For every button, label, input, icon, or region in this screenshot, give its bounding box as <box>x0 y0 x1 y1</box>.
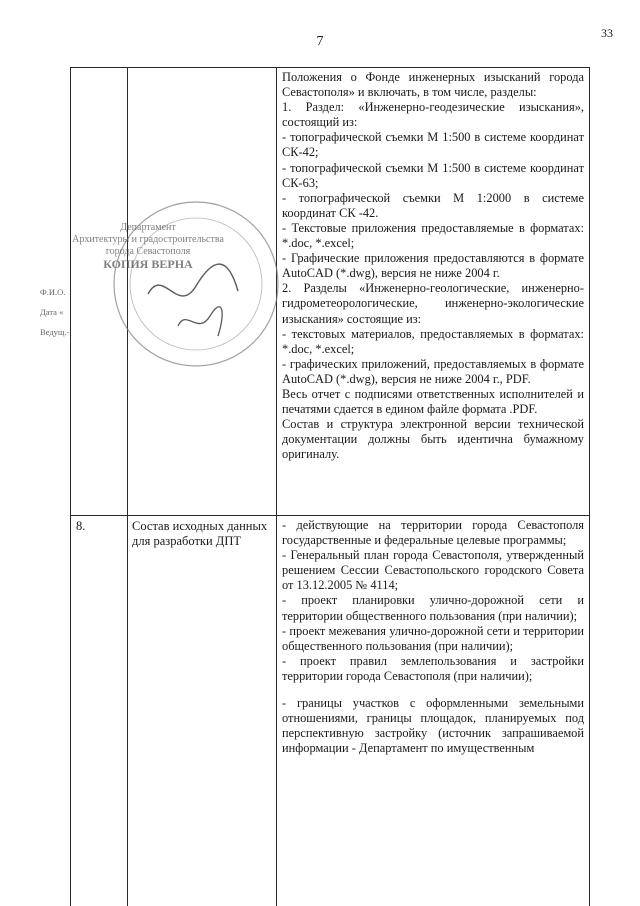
stamp-line: Департамент <box>120 222 176 233</box>
table-row <box>71 516 589 906</box>
paragraph: - проект межевания улично-дорожной сети и территории общественного пользования (при наличии); <box>282 623 584 653</box>
paragraph: 2. Разделы «Инженерно-геологические, инженерно-гидрометеорологические, инженерно-экологические изыскания» состоящие из: <box>282 281 584 326</box>
paragraph: - проект правил землепользования и застройки территории города Севастополя (при наличии); <box>282 653 584 683</box>
row-content <box>277 68 589 515</box>
paragraph: Весь отчет с подписями ответственных исполнителей и печатями сдается в едином файле формата .PDF. <box>282 386 584 417</box>
row-number: 8. <box>71 516 128 906</box>
paragraph: - текстовых материалов, предоставляемых в форматах: *.doc, *.excel; <box>282 326 584 356</box>
corner-page-number: 33 <box>601 26 613 40</box>
paragraph: 1. Раздел: «Инженерно-геодезические изыскания», состоящий из: <box>282 100 584 130</box>
row-number <box>71 68 128 515</box>
paragraph: - границы участков с оформленными земельными отношениями, границы площадок, планируемых под перспективную застройку (источник запрашиваемой информации - Департамент по имущественным <box>282 696 584 756</box>
stamp-line: КОПИЯ ВЕРНА <box>103 257 193 271</box>
paragraph: - топографической съемки М 1:2000 в системе координат СК -42. <box>282 190 584 220</box>
paragraph: - Текстовые приложения предоставляемые в форматах: *.doc, *.excel; <box>282 220 584 251</box>
stamp-line: Архитектуры и градостроительства <box>72 234 224 245</box>
row-title <box>128 68 277 515</box>
paragraph: - действующие на территории города Севастополя государственные и федеральные целевые программы; <box>282 518 584 548</box>
paragraph: Положения о Фонде инженерных изысканий города Севастополя» и включать, в том числе, разделы: <box>282 70 584 100</box>
spacer <box>282 684 584 696</box>
paragraph: - Графические приложения предоставляются в формате AutoCAD (*.dwg), версия не ниже 2004 г. <box>282 251 584 281</box>
page-number: 7 <box>316 34 324 49</box>
paragraph: - проект планировки улично-дорожной сети и территории общественного пользования (при наличии); <box>282 593 584 623</box>
stamp-label-fio: Ф.И.О. <box>40 287 66 297</box>
paragraph: - Генеральный план города Севастополя, утвержденный решением Сессии Севастопольского городского Совета от 13.12.2005 № 4114; <box>282 548 584 593</box>
stamp-line: города Севастополя <box>105 246 191 257</box>
table-row <box>71 68 589 516</box>
paragraph: - топографической съемки М 1:500 в системе координат СК-63; <box>282 160 584 190</box>
requirements-table <box>70 67 590 906</box>
paragraph: - графических приложений, предоставляемых в формате AutoCAD (*.dwg), версия не ниже 2004 г., PDF. <box>282 356 584 386</box>
paragraph: - топографической съемки М 1:500 в системе координат СК-42; <box>282 130 584 160</box>
row-title: Состав исходных данных для разработки ДПТ <box>128 516 277 906</box>
stamp-label-role: Ведущ.- <box>40 327 70 337</box>
paragraph: Состав и структура электронной версии технической документации должны быть идентична бумажному оригиналу. <box>282 417 584 462</box>
stamp-label-date: Дата « <box>40 307 64 317</box>
row-content <box>277 516 589 906</box>
